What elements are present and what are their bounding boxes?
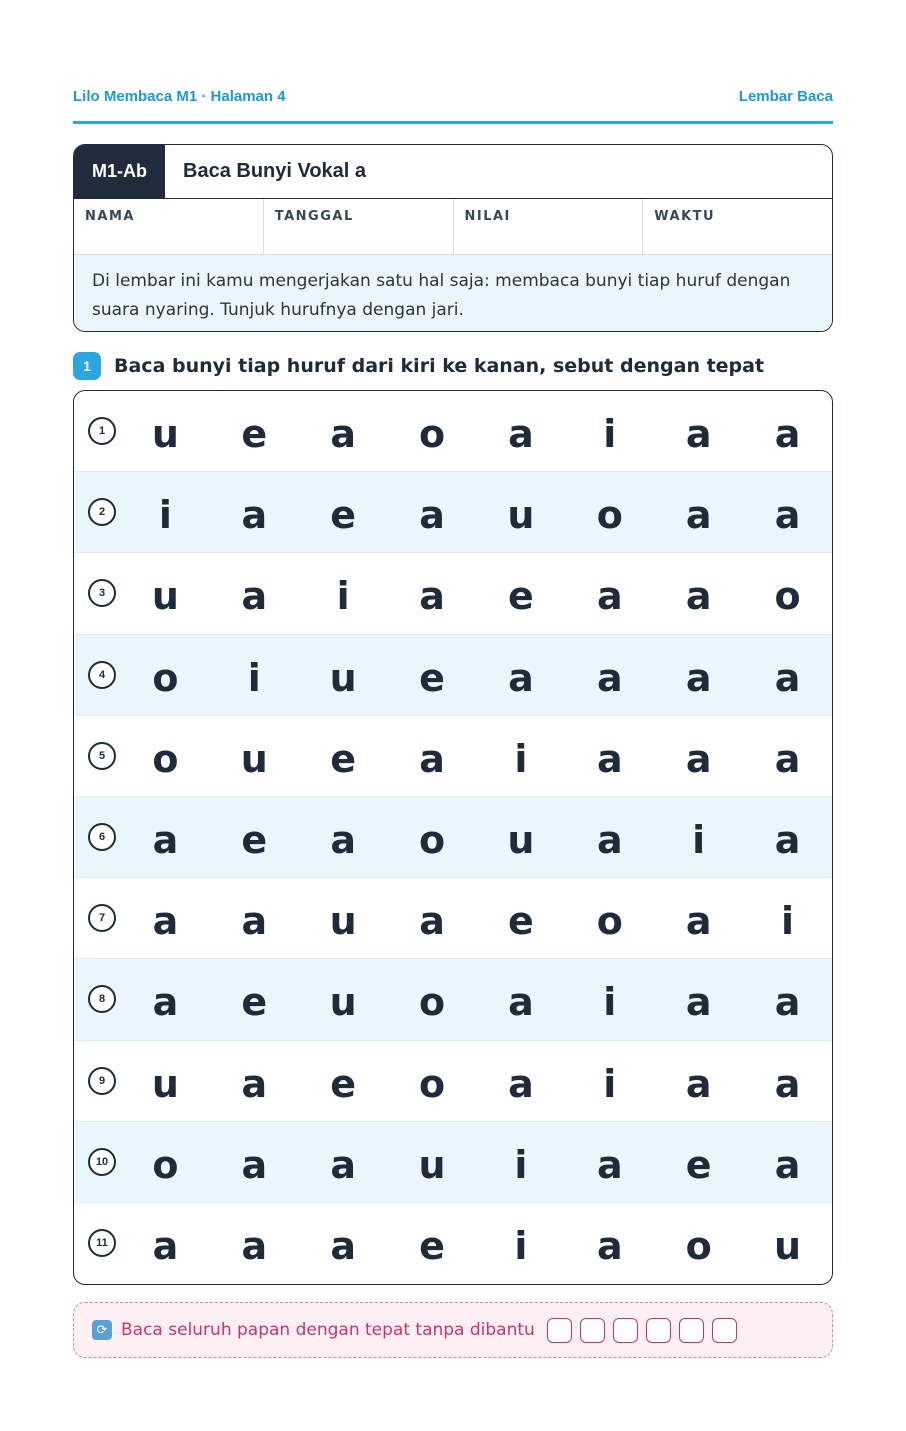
letter-cell: a <box>685 412 712 457</box>
letter-cell: a <box>241 574 268 619</box>
fields-row <box>74 199 832 255</box>
row-number: 9 <box>88 1067 116 1095</box>
row-letters <box>121 716 832 796</box>
letter-cell: e <box>685 1142 712 1187</box>
info-card <box>73 144 833 332</box>
letter-cell: a <box>774 1142 801 1187</box>
letter-cell: a <box>685 655 712 700</box>
letter-cell: e <box>330 493 357 538</box>
letter-cell: u <box>151 412 179 457</box>
letter-cell: o <box>596 899 623 944</box>
row-letters <box>121 1041 832 1121</box>
field-nama[interactable]: NAMA <box>74 199 264 254</box>
letter-cell: a <box>152 899 179 944</box>
letter-cell: o <box>419 412 446 457</box>
field-tanggal[interactable]: TANGGAL <box>264 199 454 254</box>
letter-cell: i <box>781 899 795 944</box>
letter-cell: a <box>685 493 712 538</box>
task-heading <box>73 352 833 380</box>
letter-cell: u <box>507 818 535 863</box>
letter-cell: a <box>596 655 623 700</box>
instructions: Di lembar ini kamu mengerjakan satu hal saja: membaca bunyi tiap huruf dengan suara nyaring. Tunjuk hurufnya dengan jari. <box>74 255 832 332</box>
letter-cell: a <box>685 574 712 619</box>
header-right: Lembar Baca <box>738 88 833 105</box>
row-letters <box>121 1122 832 1202</box>
letter-cell: o <box>152 655 179 700</box>
letter-cell: o <box>152 1142 179 1187</box>
board-row <box>74 472 832 553</box>
letter-cell: o <box>419 1061 446 1106</box>
letter-cell: u <box>329 899 357 944</box>
letter-cell: i <box>336 574 350 619</box>
board-row <box>74 716 832 797</box>
letter-cell: a <box>241 1061 268 1106</box>
letter-cell: a <box>774 736 801 781</box>
letter-cell: a <box>419 493 445 538</box>
tick-checkbox[interactable] <box>679 1318 704 1343</box>
letter-cell: a <box>596 736 623 781</box>
letter-cell: a <box>685 899 712 944</box>
letter-cell: a <box>774 818 801 863</box>
letter-cell: i <box>514 736 528 781</box>
letter-cell: a <box>152 980 179 1025</box>
letter-cell: a <box>330 1224 357 1269</box>
letter-cell: a <box>152 1224 179 1269</box>
board-row <box>74 878 832 959</box>
letter-cell: u <box>418 1142 446 1187</box>
lesson-title: Baca Bunyi Vokal a <box>183 160 367 182</box>
tick-checkbox[interactable] <box>646 1318 671 1343</box>
field-nilai[interactable]: NILAI <box>454 199 644 254</box>
letter-cell: e <box>508 574 534 619</box>
row-number: 10 <box>88 1148 116 1176</box>
row-number: 11 <box>88 1229 116 1257</box>
row-number: 8 <box>88 985 116 1013</box>
letter-cell: a <box>774 655 801 700</box>
row-letters <box>121 878 832 958</box>
letter-cell: a <box>241 899 268 944</box>
letter-cell: o <box>685 1224 712 1269</box>
board-row <box>74 1041 832 1122</box>
row-number: 7 <box>88 904 116 932</box>
letter-cell: a <box>508 980 534 1025</box>
letter-board <box>73 390 833 1285</box>
letter-cell: e <box>330 736 357 781</box>
letter-cell: i <box>603 980 617 1025</box>
board-row <box>74 635 832 716</box>
letter-cell: e <box>241 412 268 457</box>
letter-cell: i <box>514 1142 528 1187</box>
tick-checkbox[interactable] <box>712 1318 737 1343</box>
row-letters <box>121 797 832 877</box>
letter-cell: o <box>419 818 446 863</box>
letter-cell: a <box>508 655 534 700</box>
letter-cell: a <box>508 412 534 457</box>
letter-cell: a <box>774 493 801 538</box>
letter-cell: e <box>508 899 534 944</box>
letter-cell: a <box>241 493 268 538</box>
tick-checkbox[interactable] <box>547 1318 572 1343</box>
row-number: 4 <box>88 661 116 689</box>
board-row <box>74 391 832 472</box>
header-left: Lilo Membaca M1 · Halaman 4 <box>73 88 286 105</box>
row-number: 2 <box>88 498 116 526</box>
row-number: 1 <box>88 417 116 445</box>
letter-cell: u <box>151 574 179 619</box>
letter-cell: a <box>596 574 623 619</box>
letter-cell: e <box>419 1224 445 1269</box>
board-row <box>74 959 832 1040</box>
letter-cell: u <box>329 655 357 700</box>
letter-cell: a <box>419 899 445 944</box>
board-row <box>74 1203 832 1284</box>
task-text: Baca bunyi tiap huruf dari kiri ke kanan, sebut dengan tepat <box>114 355 765 377</box>
letter-cell: e <box>241 818 268 863</box>
letter-cell: a <box>774 412 801 457</box>
letter-cell: a <box>330 412 357 457</box>
letter-cell: o <box>152 736 179 781</box>
board-row <box>74 1122 832 1203</box>
row-letters <box>121 472 832 552</box>
board-row <box>74 797 832 878</box>
row-letters <box>121 391 832 471</box>
row-letters <box>121 635 832 715</box>
letter-cell: a <box>241 1142 268 1187</box>
letter-cell: a <box>685 1061 712 1106</box>
tick-checkbox[interactable] <box>613 1318 638 1343</box>
letter-cell: e <box>419 655 445 700</box>
letter-cell: a <box>596 818 623 863</box>
letter-cell: i <box>603 412 617 457</box>
letter-cell: a <box>596 1224 623 1269</box>
letter-cell: a <box>241 1224 268 1269</box>
letter-cell: a <box>330 1142 357 1187</box>
letter-cell: a <box>419 736 445 781</box>
letter-cell: u <box>329 980 357 1025</box>
footer-challenge <box>73 1302 833 1358</box>
info-title-row <box>74 145 832 199</box>
letter-cell: o <box>774 574 801 619</box>
row-number: 5 <box>88 742 116 770</box>
letter-cell: a <box>508 1061 534 1106</box>
row-number: 6 <box>88 823 116 851</box>
letter-cell: e <box>241 980 268 1025</box>
letter-cell: u <box>507 493 535 538</box>
letter-cell: i <box>247 655 261 700</box>
letter-cell: o <box>596 493 623 538</box>
letter-cell: a <box>774 980 801 1025</box>
task-number-badge: 1 <box>73 352 101 380</box>
letter-cell: i <box>514 1224 528 1269</box>
letter-cell: a <box>685 980 712 1025</box>
board-row <box>74 553 832 634</box>
letter-cell: e <box>330 1061 357 1106</box>
row-letters <box>121 1203 832 1284</box>
letter-cell: i <box>158 493 172 538</box>
letter-cell: o <box>419 980 446 1025</box>
letter-cell: a <box>330 818 357 863</box>
footer-text: Baca seluruh papan dengan tepat tanpa dibantu <box>121 1320 535 1340</box>
letter-cell: u <box>774 1224 802 1269</box>
lesson-code: M1-Ab <box>74 145 165 198</box>
letter-cell: a <box>774 1061 801 1106</box>
repeat-icon: ⟳ <box>92 1320 112 1340</box>
row-letters <box>121 959 832 1039</box>
letter-cell: u <box>240 736 268 781</box>
field-waktu[interactable]: WAKTU <box>654 209 716 224</box>
letter-cell: a <box>596 1142 623 1187</box>
page-header <box>73 88 833 124</box>
tick-checkbox[interactable] <box>580 1318 605 1343</box>
letter-cell: i <box>603 1061 617 1106</box>
letter-cell: a <box>685 736 712 781</box>
row-letters <box>121 553 832 633</box>
letter-cell: u <box>151 1061 179 1106</box>
letter-cell: i <box>692 818 706 863</box>
letter-cell: a <box>152 818 179 863</box>
letter-cell: a <box>419 574 445 619</box>
row-number: 3 <box>88 579 116 607</box>
